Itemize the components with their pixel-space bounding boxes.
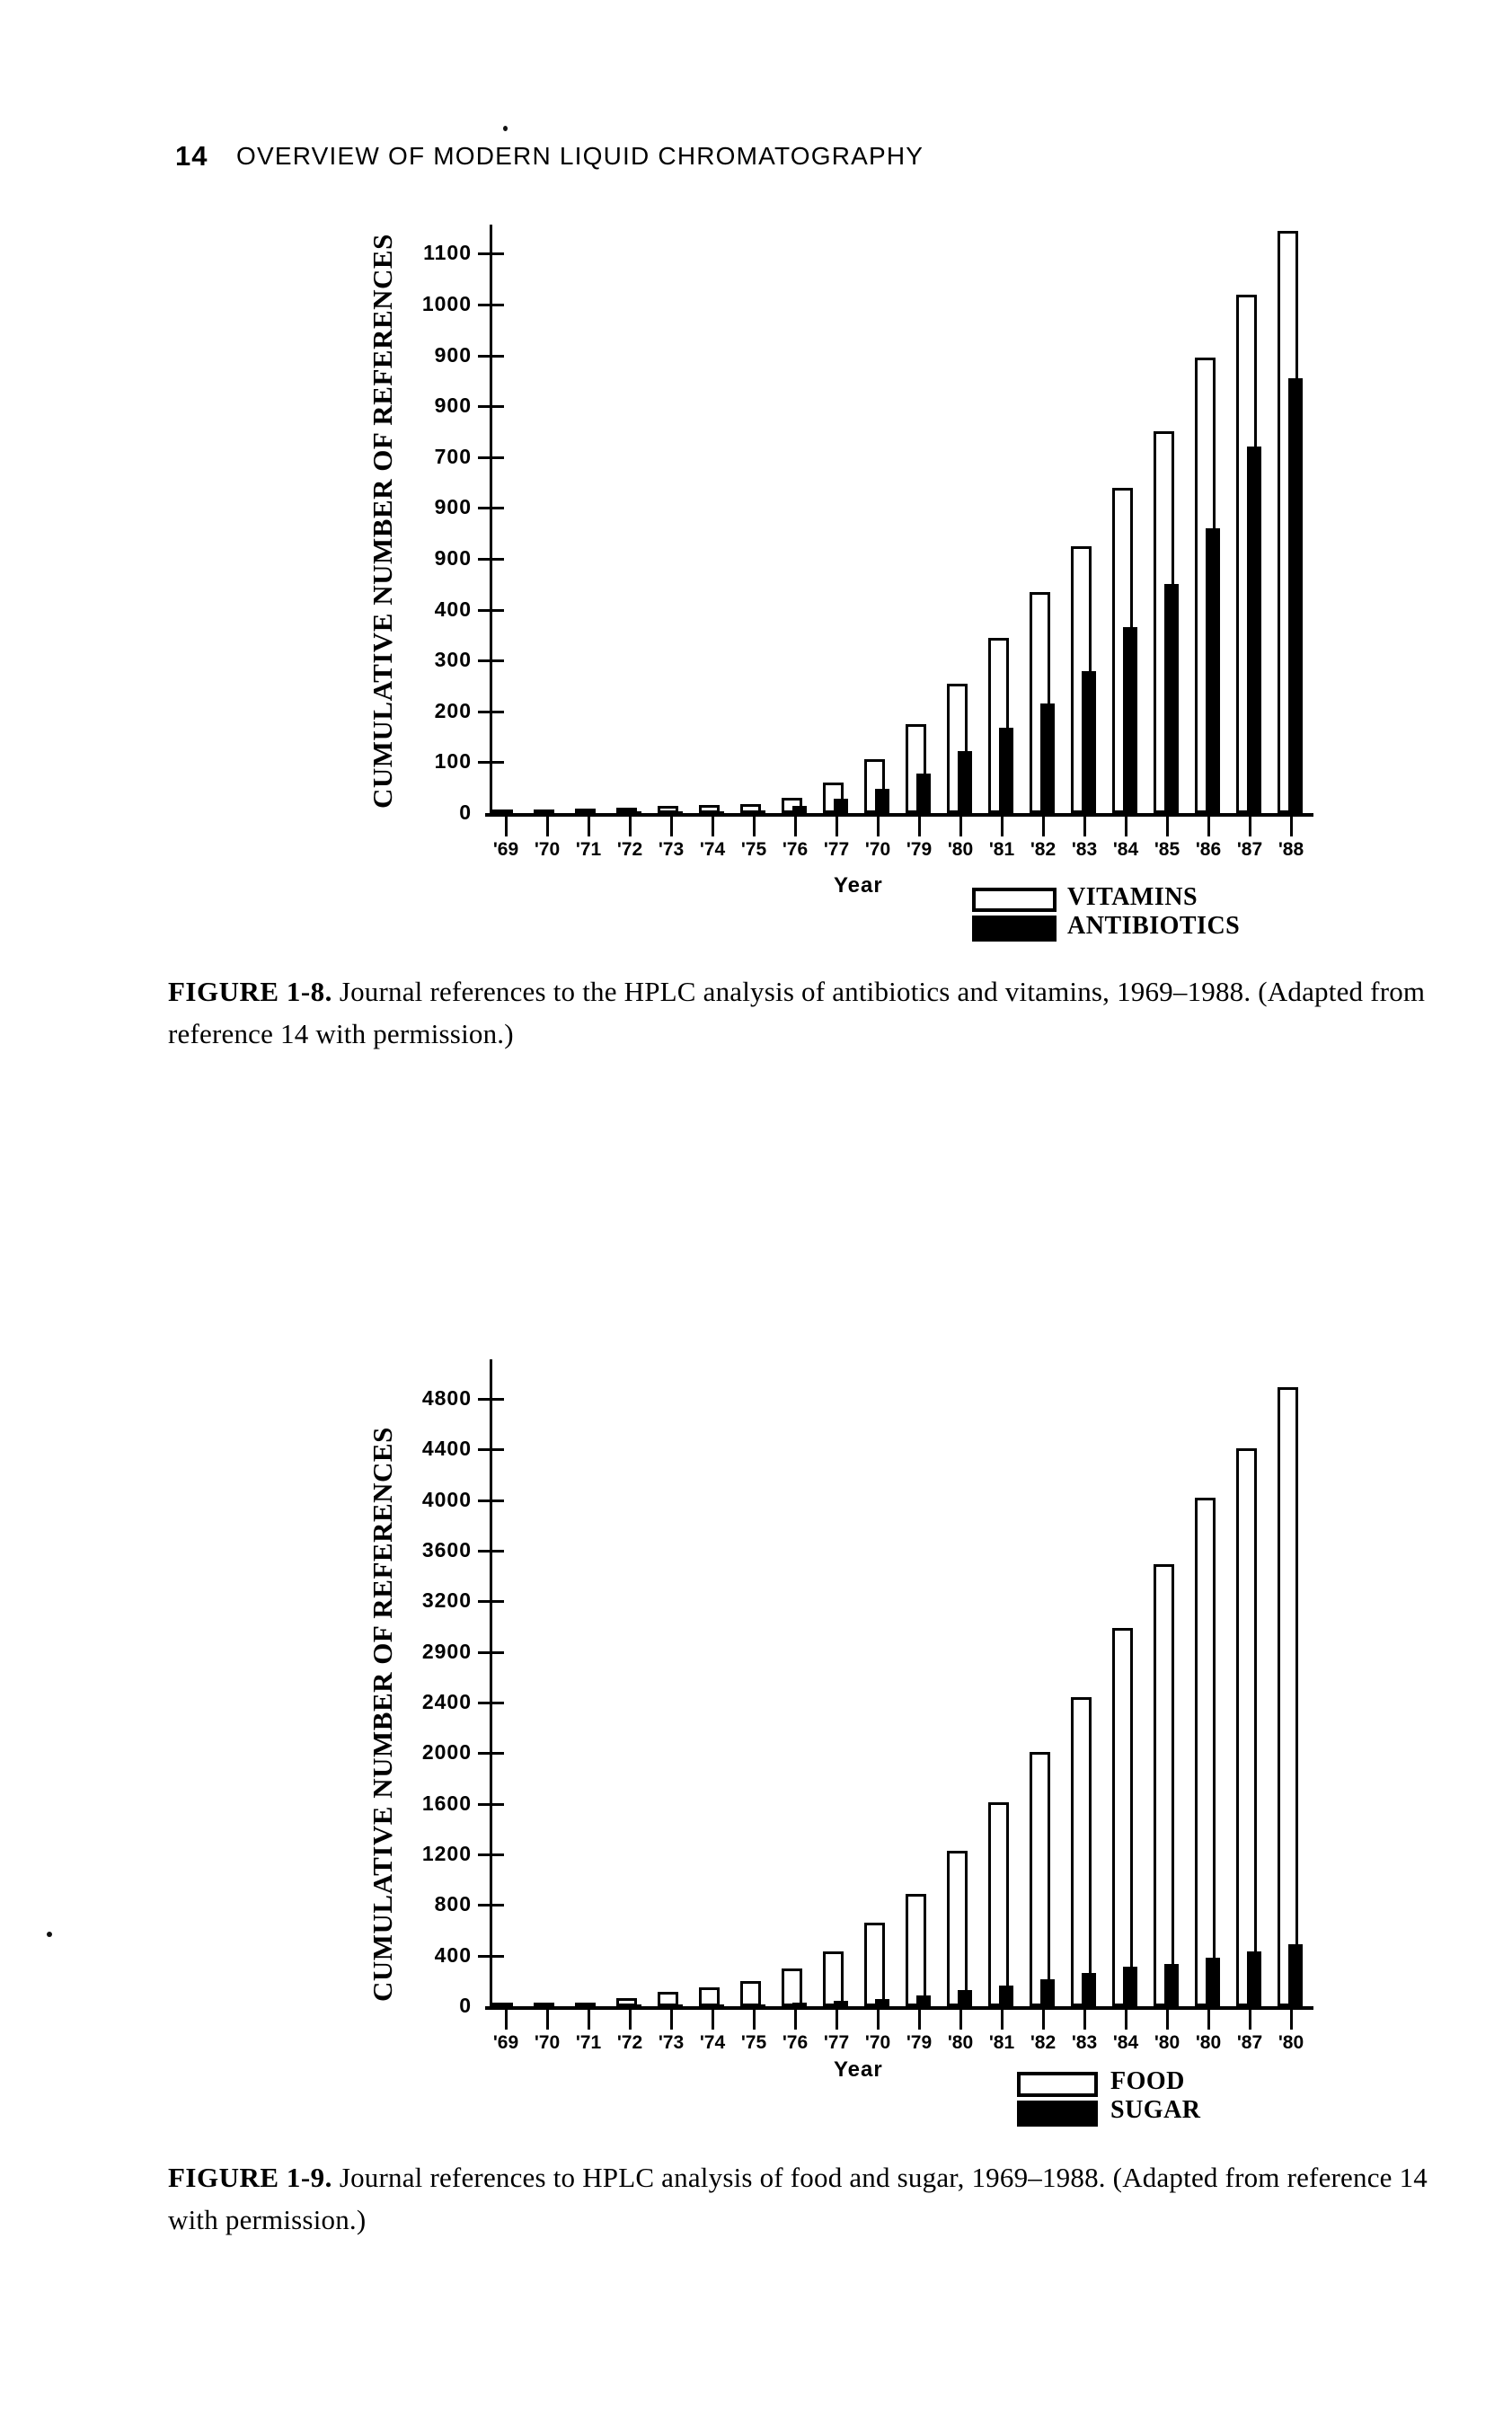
figure1-bar-vitamins-1969 [492,809,513,815]
figure1-x-tick [1207,817,1210,836]
figure1-x-tick [959,817,962,836]
figure2-y-tick [478,1398,504,1401]
legend-label-sugar: SUGAR [1110,2096,1201,2124]
figure2-y-tick-label: 4400 [421,1437,472,1461]
figure2-bar-food-1976 [782,1968,802,2006]
figure2-y-tick-label: 400 [434,1942,472,1967]
figure1-bar-antibiotics-1972 [627,811,641,813]
figure1-bar-antibiotics-1988 [1288,378,1303,813]
figure1-x-tick-label: '80 [947,839,974,860]
figure2-x-tick [1290,2010,1293,2030]
figure1-caption [168,970,1444,1055]
figure1-y-tick-label: 900 [434,342,472,367]
figure2-bar-sugar-1983 [1082,1973,1096,2006]
figure1-y-tick [478,405,504,408]
figure2-x-tick [1207,2010,1210,2030]
figure2-x-tick [588,2010,590,2030]
figure2-x-tick [836,2010,838,2030]
figure1-x-tick [712,817,714,836]
figure1-x-tick-label: '71 [575,839,602,860]
figure2-x-tick-label: '77 [823,2032,850,2053]
figure1-y-tick [478,252,504,255]
figure2-bar-food-1982 [1030,1752,1050,2006]
figure1-y-tick-label: 100 [434,749,472,774]
figure1-y-axis-line [490,225,492,817]
figure1-y-tick [478,659,504,662]
figure2-y-tick [478,1550,504,1553]
figure2-y-tick-label: 4000 [421,1487,472,1511]
figure1-x-tick-label: '72 [616,839,643,860]
figure2-y-tick-label: 2900 [421,1639,472,1663]
figure2-bar-food-1984 [1112,1628,1133,2006]
figure2-x-tick [753,2010,756,2030]
figure2-x-tick-label: '73 [658,2032,685,2053]
figure1-bar-antibiotics-1980 [958,751,972,813]
figure1-bar-antibiotics-1979 [916,774,931,813]
figure2-x-tick [712,2010,714,2030]
figure2-x-tick-label: '80 [1154,2032,1180,2053]
figure1-y-tick [478,456,504,459]
figure2-y-tick-label: 2000 [421,1740,472,1765]
figure1-bar-antibiotics-1973 [668,811,683,813]
legend-swatch-antibiotics [972,916,1057,942]
figure2-x-tick-label: '80 [947,2032,974,2053]
figure2-x-tick [1042,2010,1045,2030]
page-number: 14 [175,140,208,172]
figure2-bar-sugar-1976 [792,2003,807,2006]
figure1-y-tick-label: 700 [434,444,472,468]
figure2-x-tick-label: '71 [575,2032,602,2053]
figure2-y-tick [478,1904,504,1906]
figure2-x-tick-label: '74 [699,2032,726,2053]
figure2-bar-food-1988 [1278,1387,1298,2006]
running-head: OVERVIEW OF MODERN LIQUID CHROMATOGRAPHY [236,142,924,170]
figure2-y-tick [478,1702,504,1704]
figure2-x-tick [918,2010,921,2030]
figure1-x-tick-label: '73 [658,839,685,860]
figure1-x-tick-label: '88 [1278,839,1304,860]
figure1-caption-text: Journal references to the HPLC analysis of antibiotics and vitamins, 1969–1988. (Adapted from reference 14 with permission.) [168,976,1426,1049]
figure2-bar-food-1977 [823,1951,844,2006]
figure2-x-tick-label: '70 [534,2032,561,2053]
figure1-y-tick-label: 900 [434,546,472,570]
figure2-bar-sugar-1978 [875,1999,889,2006]
figure2-x-tick [959,2010,962,2030]
figure2-bar-sugar-1982 [1040,1979,1055,2006]
figure2-bar-sugar-1977 [834,2001,848,2006]
figure2-bar-food-1971 [575,2003,596,2008]
figure1-y-tick [478,609,504,612]
figure2-bar-sugar-1974 [710,2004,724,2006]
figure2-x-tick [1249,2010,1251,2030]
figure1-x-tick [1249,817,1251,836]
figure1-bar-antibiotics-1986 [1206,528,1220,813]
figure1-x-tick [1083,817,1086,836]
figure2-x-tick-label: '87 [1236,2032,1263,2053]
figure1-bar-antibiotics-1984 [1123,627,1137,813]
figure2-y-tick [478,1955,504,1958]
figure1-x-tick-label: '85 [1154,839,1180,860]
figure1-x-tick [1125,817,1127,836]
figure1-x-tick [1042,817,1045,836]
figure2-x-tick-label: '75 [740,2032,767,2053]
figure2-x-tick-label: '81 [988,2032,1015,2053]
figure2-caption-text: Journal references to HPLC analysis of food and sugar, 1969–1988. (Adapted from reference 14 with permission.) [168,2162,1428,2235]
figure1-y-tick-label: 400 [434,597,472,621]
figure2-y-tick-label: 3600 [421,1538,472,1562]
figure1-y-axis-title: CUMULATIVE NUMBER OF REFERENCES [367,234,398,809]
figure1-y-tick-label: 0 [459,801,472,824]
figure2-bar-sugar-1980 [958,1990,972,2006]
figure1-y-tick-label: 200 [434,698,472,722]
figure2-bar-sugar-1981 [999,1986,1013,2006]
figure1-bar-antibiotics-1987 [1247,447,1261,813]
figure2-x-tick-label: '79 [906,2032,933,2053]
figure2-y-tick-label: 0 [459,1994,472,2017]
figure1-x-tick-label: '82 [1030,839,1057,860]
legend-swatch-vitamins [972,888,1057,912]
figure1-bar-antibiotics-1977 [834,799,848,813]
figure2-bar-sugar-1975 [751,2004,765,2006]
figure2-bar-food-1986 [1195,1498,1216,2006]
figure2-bar-sugar-1984 [1123,1967,1137,2006]
figure2-y-tick-label: 3200 [421,1588,472,1613]
figure2-bar-sugar-1987 [1247,1951,1261,2006]
figure2-bar-food-1987 [1236,1448,1257,2006]
figure2-y-tick [478,1500,504,1502]
figure1-bar-vitamins-1970 [534,809,554,815]
figure2-x-tick-label: '84 [1112,2032,1139,2053]
figure1-y-tick [478,711,504,713]
figure1-caption-label: FIGURE 1-8. [168,976,332,1007]
figure2-y-tick [478,1448,504,1451]
figure1-y-tick [478,761,504,764]
figure2-bar-sugar-1986 [1206,1958,1220,2006]
figure2-caption [168,2156,1444,2241]
figure2-y-axis-title: CUMULATIVE NUMBER OF REFERENCES [367,1427,398,2002]
figure2-y-tick-label: 1600 [421,1791,472,1815]
figure1-x-tick [1290,817,1293,836]
legend-swatch-food [1017,2072,1098,2097]
legend-label-food: FOOD [1110,2067,1185,2095]
figure1-x-tick-label: '70 [534,839,561,860]
figure1-x-tick-label: '87 [1236,839,1263,860]
figure2-bar-sugar-1988 [1288,1944,1303,2006]
figure2-bar-food-1969 [492,2003,513,2008]
figure1-bar-antibiotics-1983 [1082,671,1096,813]
figure1-x-tick-label: '86 [1195,839,1222,860]
figure1-bar-antibiotics-1981 [999,728,1013,813]
figure2-x-tick [629,2010,632,2030]
figure2-x-tick [670,2010,673,2030]
figure2-y-tick-label: 1200 [421,1842,472,1866]
figure1-x-tick [1166,817,1169,836]
figure2-bar-sugar-1985 [1164,1964,1179,2006]
figure2-x-tick [1125,2010,1127,2030]
figure1-bar-antibiotics-1976 [792,806,807,813]
figure2-y-tick [478,1651,504,1654]
legend-label-antibiotics: ANTIBIOTICS [1067,912,1241,940]
figure1-bar-antibiotics-1974 [710,811,724,813]
figure2-bar-sugar-1979 [916,1995,931,2006]
figure2-caption-label: FIGURE 1-9. [168,2162,332,2193]
figure2-bar-sugar-1973 [668,2004,683,2006]
figure1-y-tick [478,304,504,306]
figure1-x-tick-label: '84 [1112,839,1139,860]
figure1-x-tick-label: '70 [864,839,891,860]
figure1-y-tick-label: 300 [434,648,472,672]
figure1-x-tick-label: '75 [740,839,767,860]
figure1-x-tick [546,817,549,836]
figure1-bar-antibiotics-1978 [875,789,889,813]
figure2-x-axis-title: Year [834,2057,883,2082]
figure1-y-tick [478,558,504,561]
figure1-x-tick [794,817,797,836]
figure1-x-tick-label: '74 [699,839,726,860]
figure1-y-tick-label: 1100 [423,241,472,265]
figure1-y-tick-label: 900 [434,394,472,418]
figure2-x-tick [1083,2010,1086,2030]
figure2-bar-food-1970 [534,2003,554,2008]
figure1-x-tick-label: '83 [1071,839,1098,860]
figure1-x-tick [753,817,756,836]
figure1-y-tick-label: 900 [434,495,472,519]
figure2-bar-food-1983 [1071,1697,1092,2006]
figure1-x-tick [918,817,921,836]
figure2-bar-food-1974 [699,1987,720,2006]
figure2-x-tick-label: '69 [492,2032,519,2053]
figure1-y-tick-label: 1000 [421,292,472,315]
figure2-bar-food-1978 [864,1923,885,2006]
figure2-x-tick [794,2010,797,2030]
figure2-x-tick-label: '80 [1195,2032,1222,2053]
figure2-x-tick-label: '72 [616,2032,643,2053]
figure1-y-tick [478,355,504,358]
figure2-x-tick [505,2010,508,2030]
figure1-bar-antibiotics-1985 [1164,584,1179,813]
figure1-x-tick-label: '79 [906,839,933,860]
figure2-y-tick [478,1803,504,1806]
figure2-x-tick-label: '83 [1071,2032,1098,2053]
figure1-bar-antibiotics-1982 [1040,703,1055,813]
figure2-y-tick [478,1752,504,1755]
figure2-y-tick [478,1853,504,1856]
figure1-bar-antibiotics-1975 [751,810,765,813]
figure1-x-tick-label: '81 [988,839,1015,860]
figure2-y-tick-label: 2400 [421,1690,472,1714]
figure2-x-tick-label: '70 [864,2032,891,2053]
figure1-x-tick [670,817,673,836]
figure2-x-tick-label: '76 [782,2032,809,2053]
figure2-bar-food-1980 [947,1851,968,2006]
figure1-x-tick [1001,817,1004,836]
figure1-x-axis-line [485,813,1313,817]
figure1-x-tick [836,817,838,836]
figure2-y-axis-line [490,1359,492,2010]
figure1-x-tick-label: '76 [782,839,809,860]
figure1-x-tick-label: '77 [823,839,850,860]
figure2-x-tick-label: '80 [1278,2032,1304,2053]
figure2-bar-food-1975 [740,1981,761,2006]
figure2-y-tick-label: 4800 [421,1386,472,1411]
figure2-x-tick [1166,2010,1169,2030]
figure2-bar-food-1979 [906,1894,926,2006]
figure1-x-tick [588,817,590,836]
figure2-x-tick [1001,2010,1004,2030]
figure2-x-tick [546,2010,549,2030]
figure1-x-tick [629,817,632,836]
figure1-x-tick [877,817,880,836]
figure1-x-tick-label: '69 [492,839,519,860]
figure2-bar-food-1985 [1154,1564,1174,2006]
figure2-y-tick [478,1600,504,1603]
legend-label-vitamins: VITAMINS [1067,883,1198,911]
figure2-x-axis-line [485,2006,1313,2010]
figure2-x-tick [877,2010,880,2030]
figure2-x-tick-label: '82 [1030,2032,1057,2053]
figure2-bar-sugar-1972 [627,2004,641,2006]
figure1-x-tick [505,817,508,836]
figure1-x-axis-title: Year [834,873,883,898]
figure2-bar-food-1981 [988,1802,1009,2006]
figure1-bar-vitamins-1971 [575,809,596,814]
figure1-y-tick [478,507,504,509]
legend-swatch-sugar [1017,2101,1098,2127]
figure2-y-tick-label: 800 [434,1892,472,1916]
